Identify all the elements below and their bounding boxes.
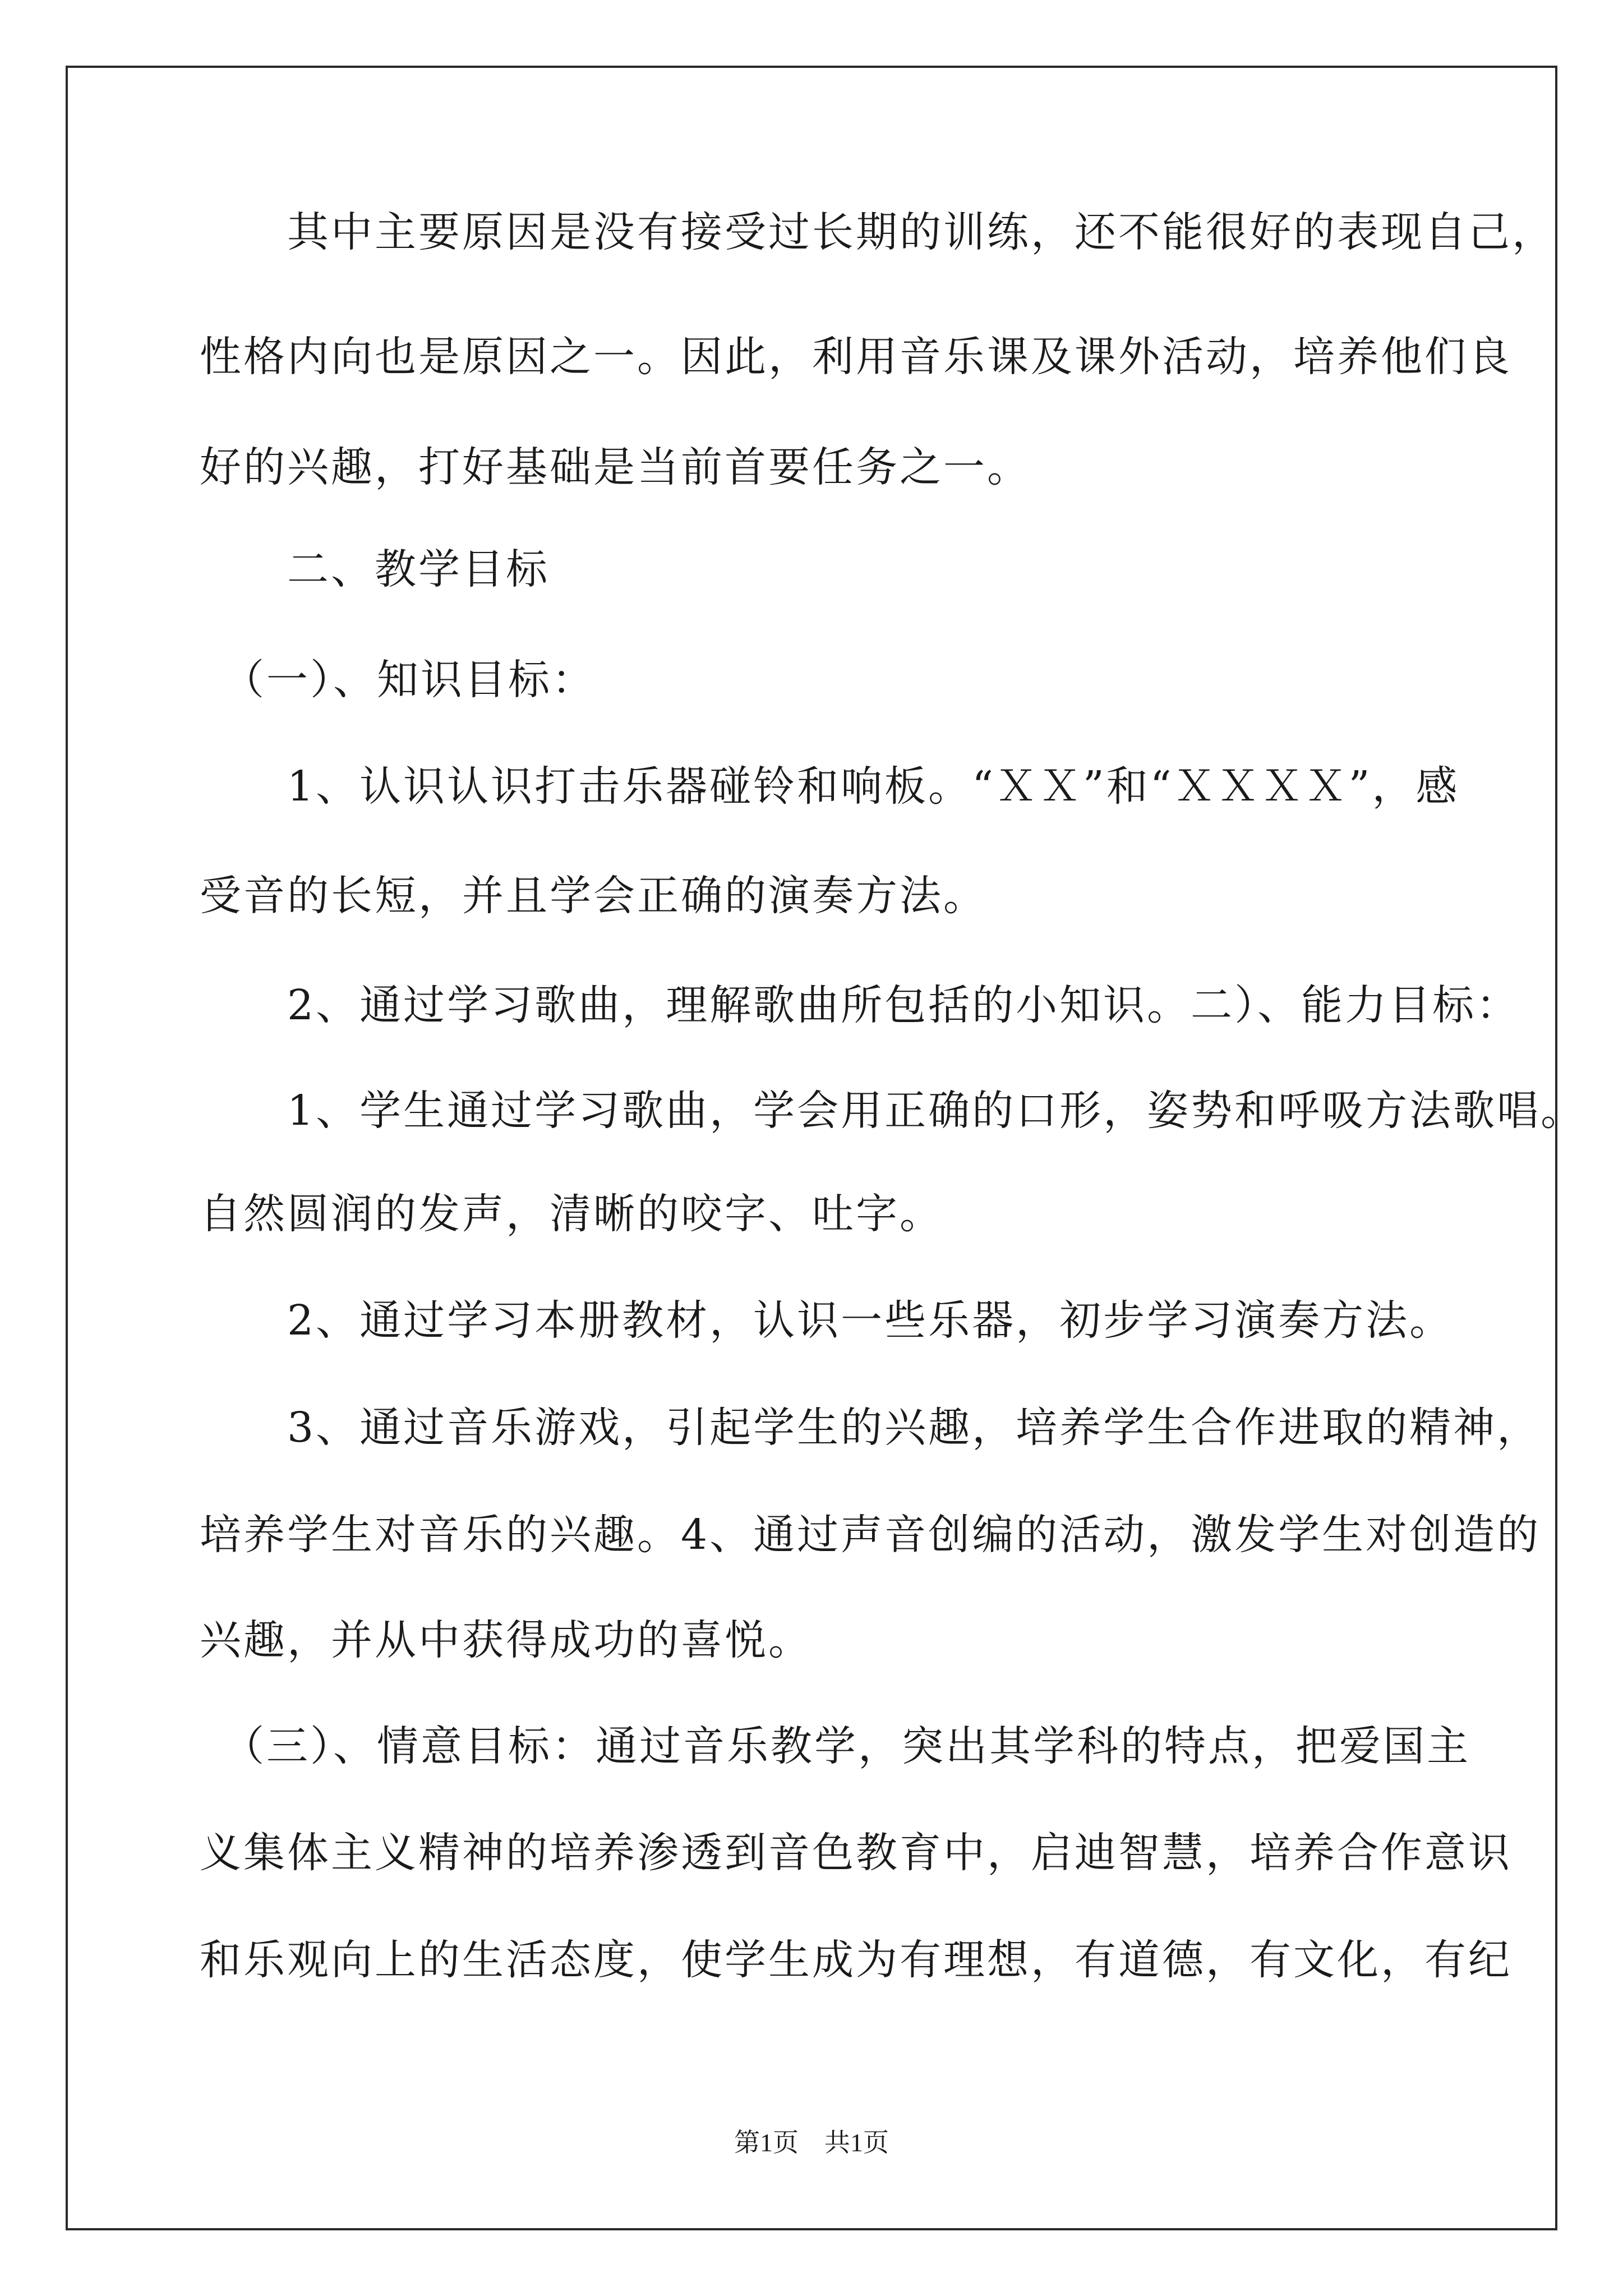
body-line: 性格内向也是原因之一。因此，利用音乐课及课外活动，培养他们良 bbox=[200, 333, 1512, 381]
page-number-footer: 第1页 共1页 bbox=[734, 2128, 889, 2157]
body-line: 培养学生对音乐的兴趣。4、通过声音创编的活动，激发学生对创造的 bbox=[200, 1511, 1541, 1559]
body-line: 其中主要原因是没有接受过长期的训练，还不能很好的表现自己， bbox=[200, 208, 1556, 256]
body-line: 自然圆润的发声，清晰的咬字、吐字。 bbox=[200, 1190, 943, 1238]
body-line: 好的兴趣，打好基础是当前首要任务之一。 bbox=[200, 443, 1031, 491]
body-line: 2、通过学习歌曲，理解歌曲所包括的小知识。二）、能力目标： bbox=[200, 981, 1520, 1029]
body-line: 兴趣，并从中获得成功的喜悦。 bbox=[200, 1616, 812, 1664]
body-line: 义集体主义精神的培养渗透到音色教育中，启迪智慧，培养合作意识 bbox=[200, 1829, 1512, 1877]
body-line: 和乐观向上的生活态度，使学生成为有理想，有道德，有文化，有纪 bbox=[200, 1936, 1512, 1984]
subsection-heading: （一）、知识目标： bbox=[200, 656, 596, 704]
subsection-heading: （三）、情意目标：通过音乐教学，突出其学科的特点，把爱国主 bbox=[200, 1722, 1470, 1770]
body-line: 1、学生通过学习歌曲，学会用正确的口形，姿势和呼吸方法歌唱。 bbox=[200, 1087, 1585, 1135]
body-line: 3、通过音乐游戏，引起学生的兴趣，培养学生合作进取的精神， bbox=[200, 1404, 1541, 1452]
body-line: 2、通过学习本册教材，认识一些乐器，初步学习演奏方法。 bbox=[200, 1296, 1454, 1345]
page-border bbox=[66, 66, 1557, 2230]
body-line: 1、认识认识打击乐器碰铃和响板。“ＸＸ”和“ＸＸＸＸ”，感 bbox=[200, 762, 1460, 811]
body-line: 受音的长短，并且学会正确的演奏方法。 bbox=[200, 872, 987, 920]
section-heading: 二、教学目标 bbox=[200, 545, 550, 593]
